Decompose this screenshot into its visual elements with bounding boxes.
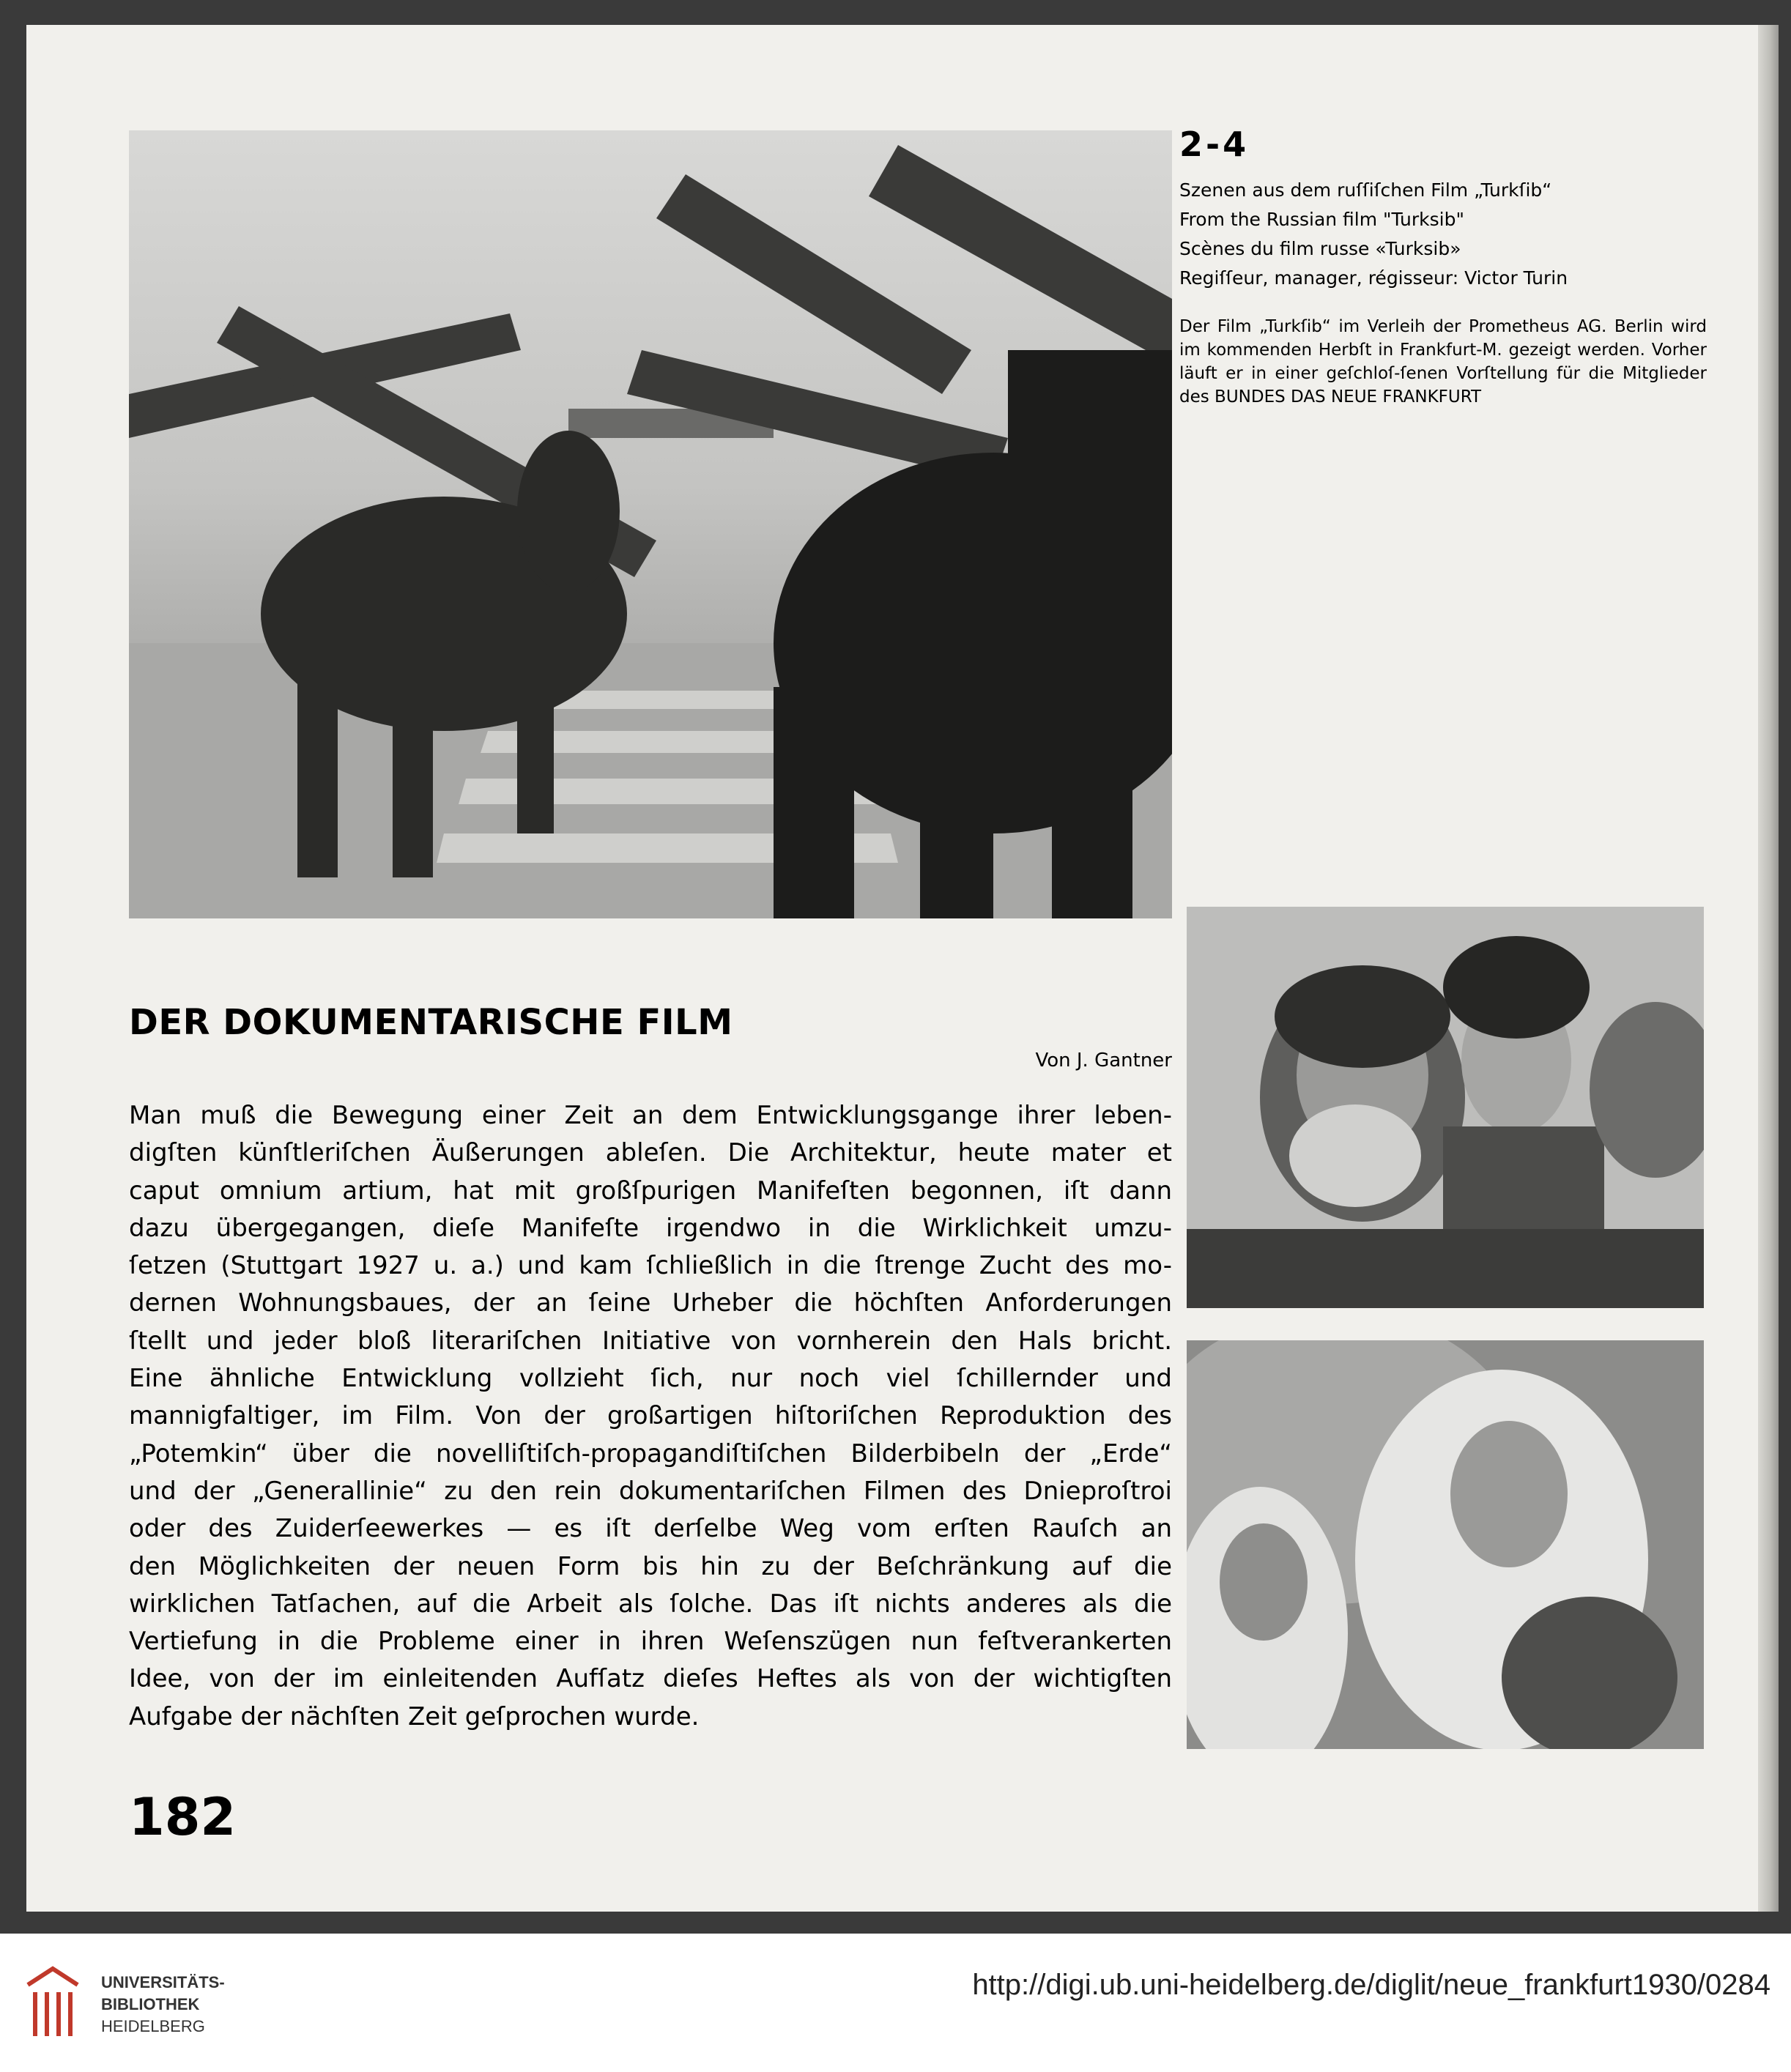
caption-line-de: Szenen aus dem ruſſiſchen Film „Turkſib“ — [1179, 179, 1552, 201]
library-name — [101, 1972, 225, 2038]
body-line: dazu übergegangen, dieſe Manifeſte irgendwo in die Wirklichkeit umzu- — [129, 1213, 1172, 1243]
caption-line-en: From the Russian film "Turksib" — [1179, 209, 1464, 230]
distribution-note: Der Film „Turkſib“ im Verleih der Prometheus AG. Berlin wird im kommenden Herbſt in Frankfurt-M. gezeigt werden. Vorher läuft er in einer geſchloſ-ſenen Vorſtellung für die Mitglieder des BUNDES DAS NEUE FRANKFURT — [1179, 317, 1707, 406]
photo-camels-railway — [129, 130, 1172, 918]
body-line: und der „Generallinie“ zu den rein dokumentariſchen Filmen des Dnieproſtroi — [129, 1476, 1172, 1506]
body-line: caput omnium artium, hat mit großſpurigen Manifeſten begonnen, iſt dann — [129, 1176, 1172, 1206]
library-footer — [0, 1934, 1791, 2072]
body-line: Idee, von der im einleitenden Aufſatz dieſes Heftes als von der wichtigſten — [129, 1664, 1172, 1694]
body-line: Eine ähnliche Entwicklung vollzieht ſich, nur noch viel ſchillernder und — [129, 1364, 1172, 1394]
photo-women-child — [1187, 1340, 1704, 1749]
body-line: digſten künſtleriſchen Äußerungen ableſen. Die Architektur, heute mater et — [129, 1138, 1172, 1168]
body-line: dernen Wohnungsbaues, der an ſeine Urheber die höchſten Anforderungen — [129, 1288, 1172, 1318]
body-line: ſtellt und jeder bloß literariſchen Initiative von vornherein den Hals bricht. — [129, 1326, 1172, 1356]
body-line: „Potemkin“ über die novelliſtiſch-propagandiſtiſchen Bilderbibeln der „Erde“ — [129, 1438, 1172, 1468]
library-name-line: BIBLIOTHEK — [101, 1995, 200, 2013]
body-line: Vertiefung in die Probleme einer in ihren Weſenszügen nun feſtverankerten — [129, 1627, 1172, 1657]
figure-number: 2-4 — [1179, 125, 1250, 164]
library-logo-icon — [21, 1963, 85, 2043]
caption-line-director: Regiſſeur, manager, régisseur: Victor Turin — [1179, 267, 1568, 289]
photo-two-men — [1187, 907, 1704, 1308]
library-name-line: HEIDELBERG — [101, 2017, 205, 2035]
body-line: oder des Zuiderſeewerkes — es iſt derſelbe Weg vom erſten Rauſch an — [129, 1514, 1172, 1544]
body-line: mannigfaltiger, im Film. Von der großartigen hiſtoriſchen Reproduktion des — [129, 1401, 1172, 1431]
body-line: Aufgabe der nächſten Zeit geſprochen wurde. — [129, 1701, 700, 1731]
body-line: ſetzen (Stuttgart 1927 u. a.) und kam ſchließlich in die ſtrenge Zucht des mo- — [129, 1251, 1172, 1281]
caption-line-fr: Scènes du film russe «Turksib» — [1179, 238, 1461, 259]
source-url[interactable]: http://digi.ub.uni-heidelberg.de/diglit/neue_frankfurt1930/0284 — [972, 1969, 1770, 2001]
body-line: wirklichen Tatſachen, auf die Arbeit als ſolche. Das iſt nichts anderes als die — [129, 1589, 1172, 1619]
library-name-line: UNIVERSITÄTS- — [101, 1973, 225, 1991]
article-byline: Von J. Gantner — [1035, 1050, 1172, 1072]
article-body — [129, 1097, 1172, 1736]
body-line: Man muß die Bewegung einer Zeit an dem Entwicklungsgange ihrer leben- — [129, 1101, 1172, 1130]
page-edge — [1758, 25, 1779, 1912]
figure-caption — [1179, 176, 1707, 293]
article-title: DER DOKUMENTARISCHE FILM — [129, 1002, 733, 1043]
body-line: den Möglichkeiten der neuen Form bis hin zu der Beſchränkung auf die — [129, 1551, 1172, 1581]
page-number: 182 — [129, 1787, 237, 1847]
